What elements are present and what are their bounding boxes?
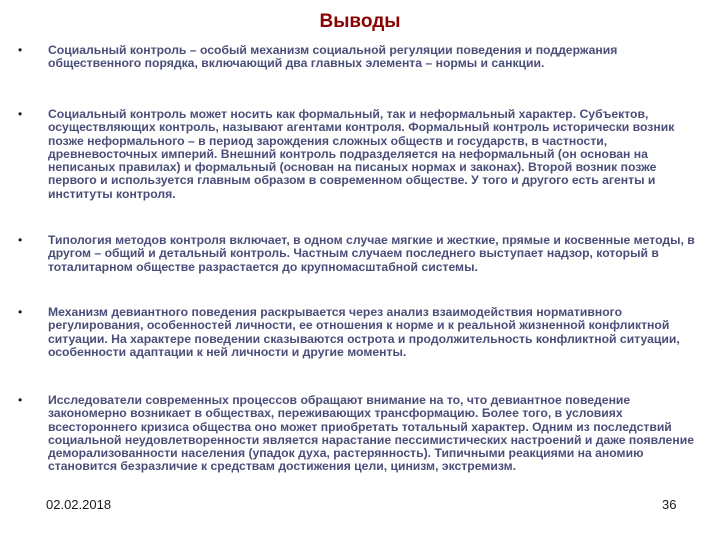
bullet-icon: •: [18, 107, 23, 121]
bullet-icon: •: [18, 305, 23, 319]
bullet-icon: •: [18, 233, 23, 247]
footer-date: 02.02.2018: [46, 497, 112, 512]
slide-title: Выводы: [319, 11, 401, 32]
item-text: Социальный контроль может носить как формальный, так и неформальный характер. Субъектов, осуществляющих контроль, называют агентами контроля. Формальный контроль исторически возник позже неформального – в период зарождения сложных обществ и государств, в частности, древневосточных империй. Внешний контроль подразделяется на неформальный (он основан на неписаных правилах) и формальный (основан на писаных нормах и законах). Второй возник позже первого и используется главным образом в современном обществе. У того и другого есть агенты и институты контроля.: [48, 107, 675, 201]
bullet-icon: •: [18, 43, 23, 57]
bullet-icon: •: [18, 393, 23, 407]
item-text: Исследователи современных процессов обращают внимание на то, что девиантное поведение закономерно возникает в обществах, переживающих трансформацию. Более того, в условиях всестороннего кризиса общества оно может приобретать тотальный характер. Одним из последствий социальной неудовлетворенности является нарастание пессимистических настроений и даже появление деморализованности населения (упадок духа, растерянность). Типичными реакциями на аномию становится безразличие к средствам достижения цели, цинизм, экстремизм.: [48, 393, 694, 474]
item-text: Типология методов контроля включает, в одном случае мягкие и жесткие, прямые и косвенные методы, в другом – общий и детальный контроль. Частным случаем последнего выступает надзор, который в тоталитарном обществе разрастается до крупномасштабной системы.: [48, 233, 695, 274]
item-text: Социальный контроль – особый механизм социальной регуляции поведения и поддержания общественного порядка, включающий два главных элемента – нормы и санкции.: [48, 43, 618, 71]
page-number: 36: [662, 497, 677, 512]
item-text: Механизм девиантного поведения раскрывается через анализ взаимодействия нормативного регулирования, особенностей личности, ее отношения к норме и к реальной жизненной конфликтной ситуации. На характере поведении сказываются острота и продолжительность конфликтной ситуации, особенности адаптации к ней личности и другие моменты.: [48, 305, 680, 359]
